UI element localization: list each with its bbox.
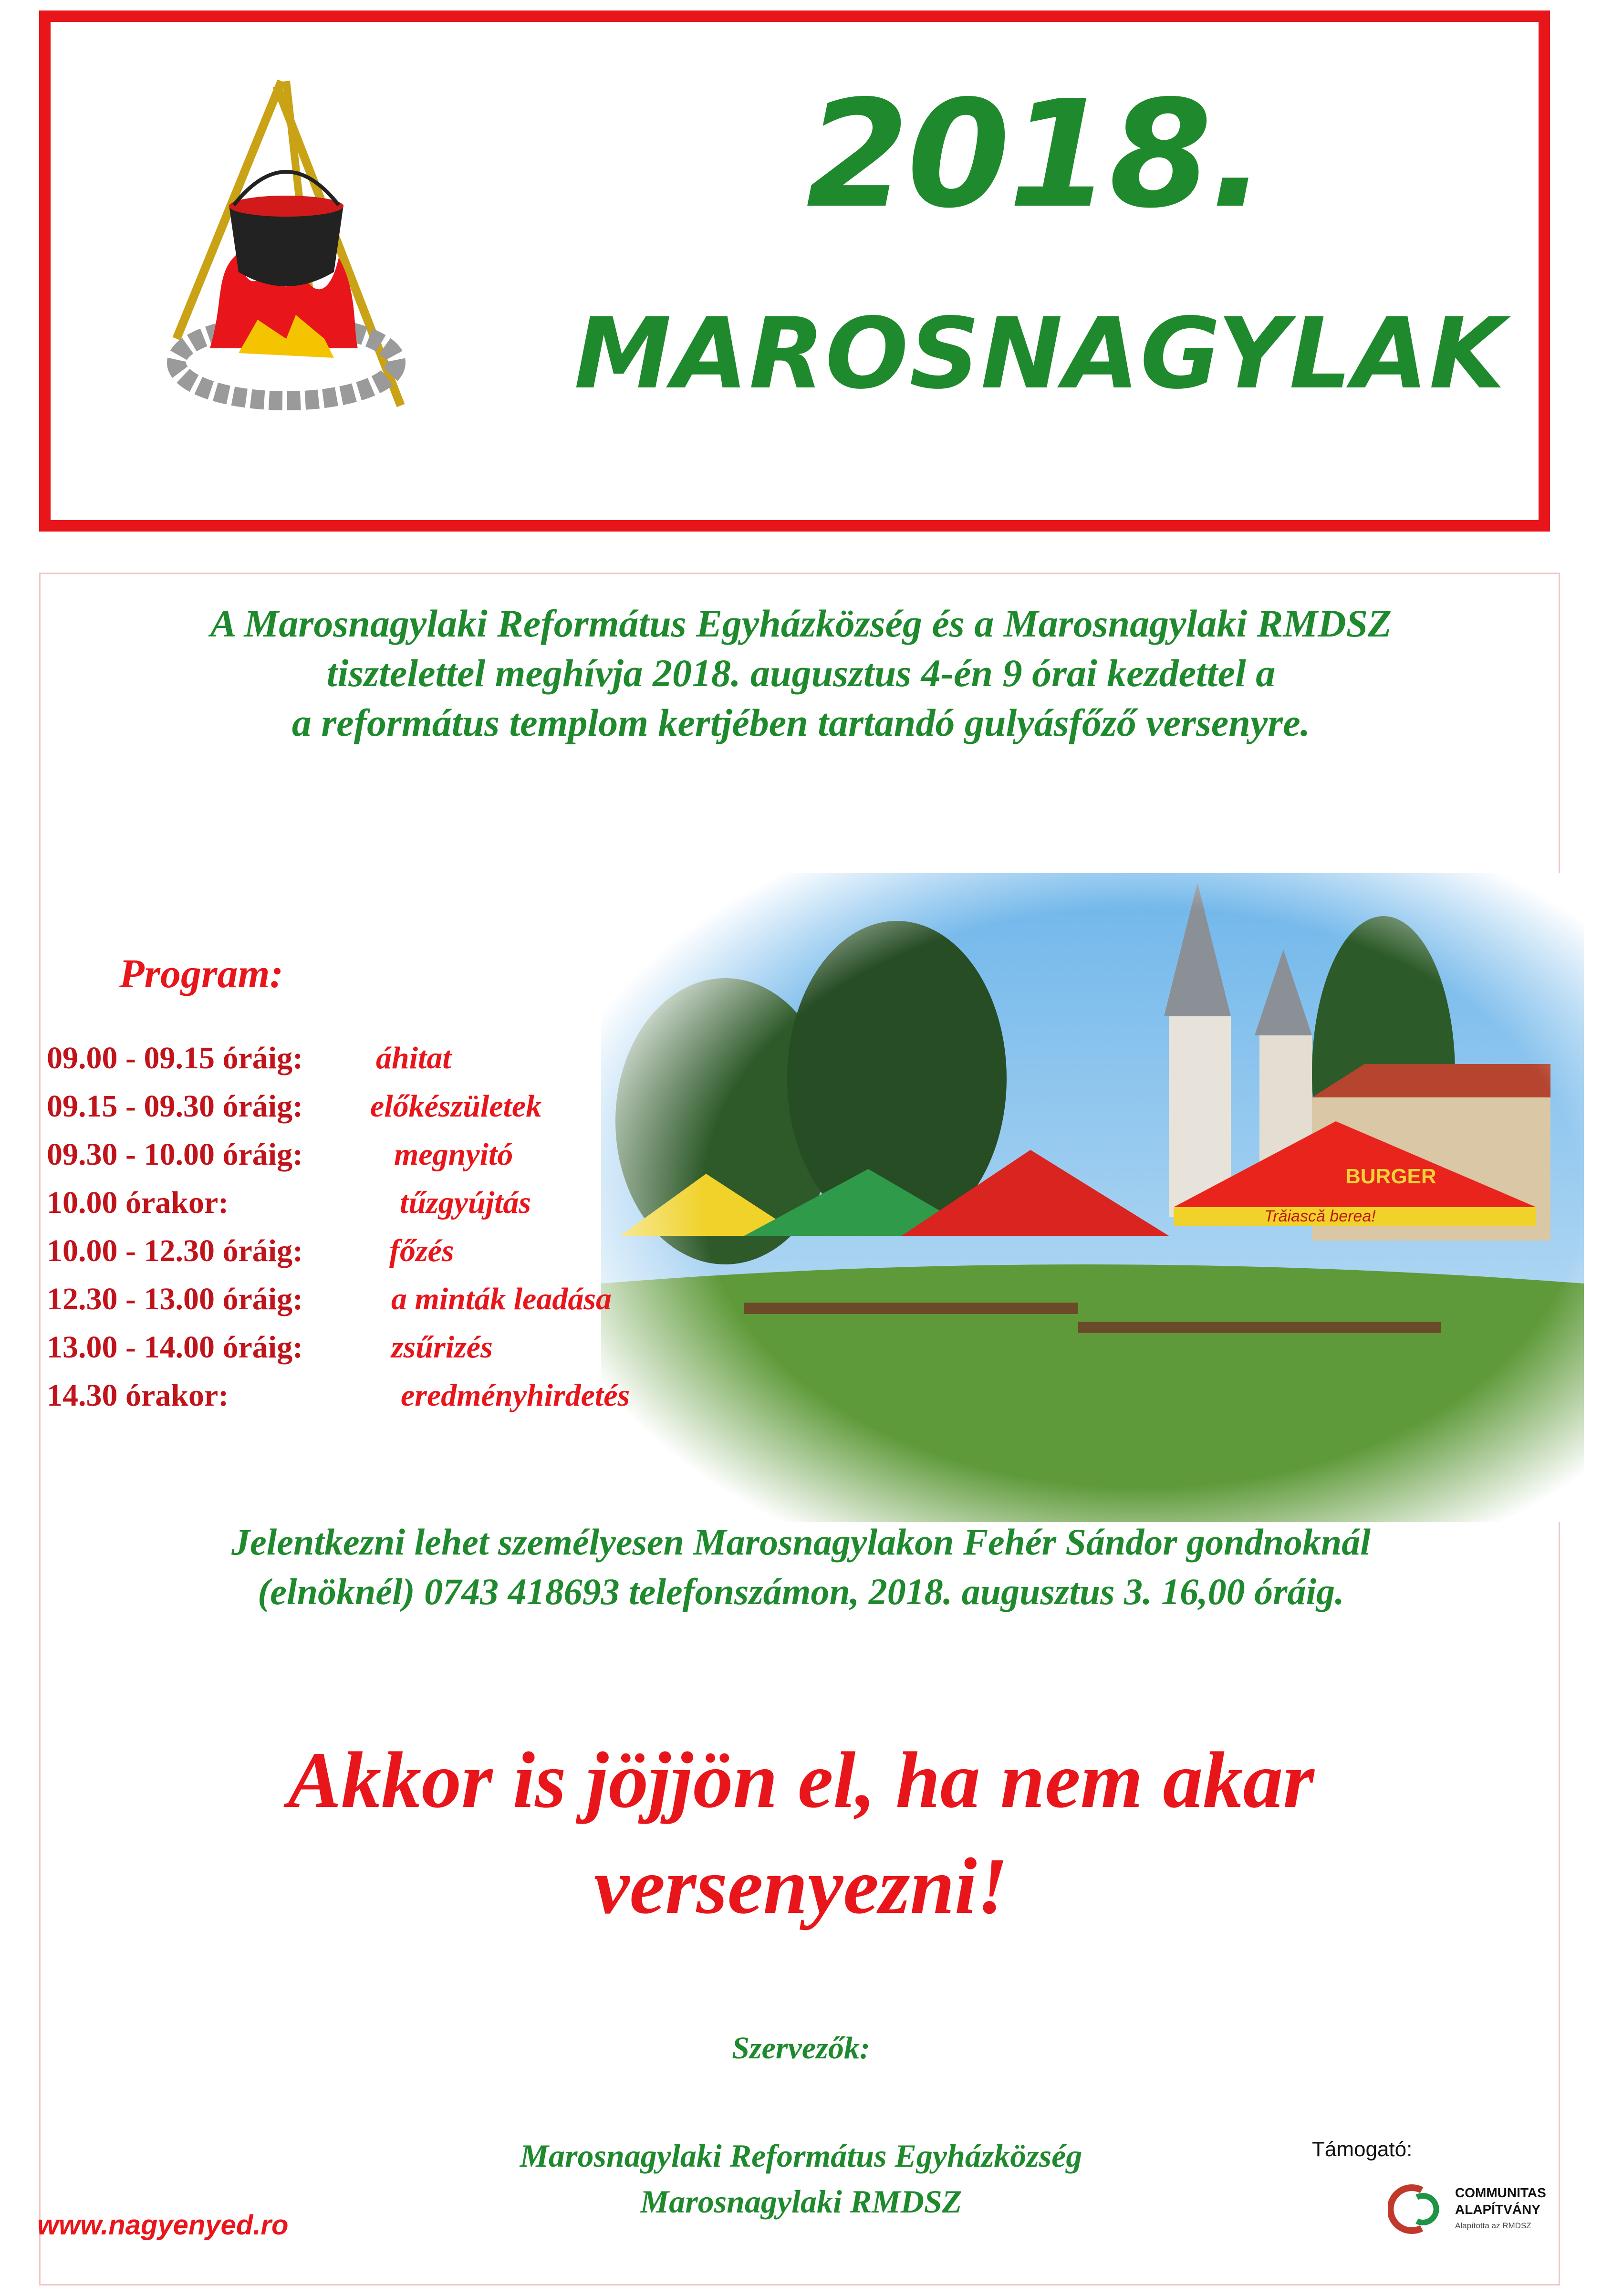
program-activity: a minták leadása xyxy=(391,1282,612,1316)
organizer-name: Marosnagylaki Református Egyházközség xyxy=(520,2138,1082,2174)
cauldron-campfire-icon xyxy=(134,72,468,453)
organizers-title: Szervezők: xyxy=(732,2031,870,2066)
invitation-line: a református templom kertjében tartandó gulyásfőző versenyre. xyxy=(291,701,1311,744)
program-item xyxy=(47,1088,715,1137)
program-time: 09.30 - 10.00 óráig: xyxy=(47,1137,303,1172)
registration-line: (elnöknél) 0743 418693 telefonszámon, 2018. augusztus 3. 16,00 óráig. xyxy=(258,1571,1344,1612)
website-link[interactable]: www.nagyenyed.ro xyxy=(37,2210,289,2241)
invitation-line: A Marosnagylaki Református Egyházközség és a Marosnagylaki RMDSZ xyxy=(210,602,1392,645)
program-activity: tűzgyújtás xyxy=(400,1185,531,1220)
program-activity: áhitat xyxy=(376,1041,451,1075)
registration-text xyxy=(48,1517,1554,1617)
invitation-text xyxy=(48,599,1554,748)
program-activity: előkészületek xyxy=(370,1089,542,1124)
program-title: Program: xyxy=(119,950,283,996)
program-item xyxy=(47,1378,715,1426)
program-time: 12.30 - 13.00 óráig: xyxy=(47,1282,303,1316)
slogan-line: versenyezni! xyxy=(594,1842,1008,1931)
event-photo xyxy=(601,873,1584,1522)
invitation-line: tisztelettel meghívja 2018. augusztus 4-én 9 órai kezdettel a xyxy=(326,651,1276,695)
program-item xyxy=(47,1233,715,1281)
event-year: 2018. xyxy=(806,69,1265,241)
communitas-logo-icon xyxy=(1388,2176,1560,2238)
program-time: 10.00 órakor: xyxy=(47,1185,229,1220)
program-activity: eredményhirdetés xyxy=(401,1378,630,1413)
program-activity: főzés xyxy=(389,1233,454,1268)
program-item xyxy=(47,1040,715,1088)
program-item xyxy=(47,1137,715,1185)
program-schedule xyxy=(47,1040,715,1426)
program-activity: zsűrizés xyxy=(391,1330,493,1365)
registration-line: Jelentkezni lehet személyesen Marosnagylakon Fehér Sándor gondnoknál xyxy=(231,1521,1371,1563)
program-time: 10.00 - 12.30 óráig: xyxy=(47,1233,303,1268)
program-time: 14.30 órakor: xyxy=(47,1378,229,1413)
support-label: Támogató: xyxy=(1312,2138,1413,2161)
slogan-text xyxy=(48,1727,1554,1939)
program-item xyxy=(47,1185,715,1233)
sponsor-tagline: Alapította az RMDSZ xyxy=(1455,2221,1531,2230)
program-time: 09.00 - 09.15 óráig: xyxy=(47,1041,303,1075)
program-activity: megnyitó xyxy=(394,1137,513,1172)
slogan-line: Akkor is jöjjön el, ha nem akar xyxy=(288,1736,1314,1825)
event-town: MAROSNAGYLAK xyxy=(574,297,1506,411)
program-time: 09.15 - 09.30 óráig: xyxy=(47,1089,303,1124)
sponsor-name-line2: ALAPÍTVÁNY xyxy=(1455,2202,1540,2217)
program-item xyxy=(47,1281,715,1329)
organizer-name: Marosnagylaki RMDSZ xyxy=(640,2183,962,2220)
sponsor-name-line1: COMMUNITAS xyxy=(1455,2185,1546,2200)
program-time: 13.00 - 14.00 óráig: xyxy=(47,1330,303,1365)
program-item xyxy=(47,1329,715,1378)
